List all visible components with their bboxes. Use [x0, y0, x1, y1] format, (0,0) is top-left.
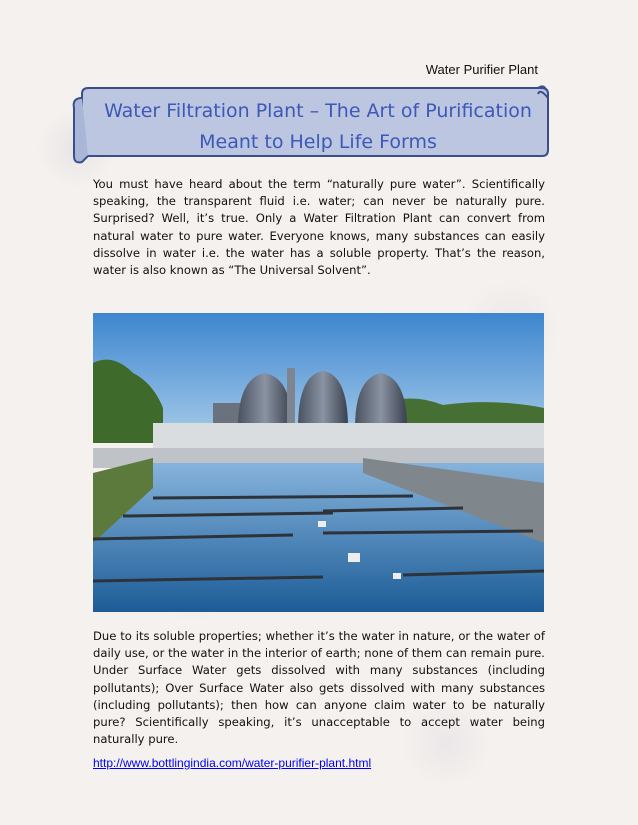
banner-title-line2: Meant to Help Life Forms [199, 131, 437, 153]
water-treatment-photo [93, 313, 544, 612]
banner-title [92, 96, 544, 158]
source-link[interactable]: http://www.bottlingindia.com/water-purifier-plant.html [93, 756, 372, 770]
intro-paragraph: You must have heard about the term “naturally pure water”. Scientifically speaking, the transparent fluid i.e. water; can never be naturally pure. Surprised? Well, it’s true. Only a Water Filtration Plant can convert from natural water to pure water. Everyone knows, many substances can easily dissolve in water i.e. the water has a soluble property. That’s the reason, water is also known as “The Universal Solvent”. [93, 177, 545, 278]
second-paragraph: Due to its soluble properties; whether it’s the water in nature, or the water of daily use, or the water in the interior of earth; none of them can remain pure. Under Surface Water gets dissolved with many substances (including pollutants); Over Surface Water also gets dissolved with many substances (including pollutants); then how can anyone claim water to be naturally pure? Scientifically speaking, it’s unacceptable to accept water being naturally pure. [93, 629, 545, 747]
page-header-title: Water Purifier Plant [425, 62, 538, 77]
banner-title-line1: Water Filtration Plant – The Art of Purification [104, 100, 532, 122]
